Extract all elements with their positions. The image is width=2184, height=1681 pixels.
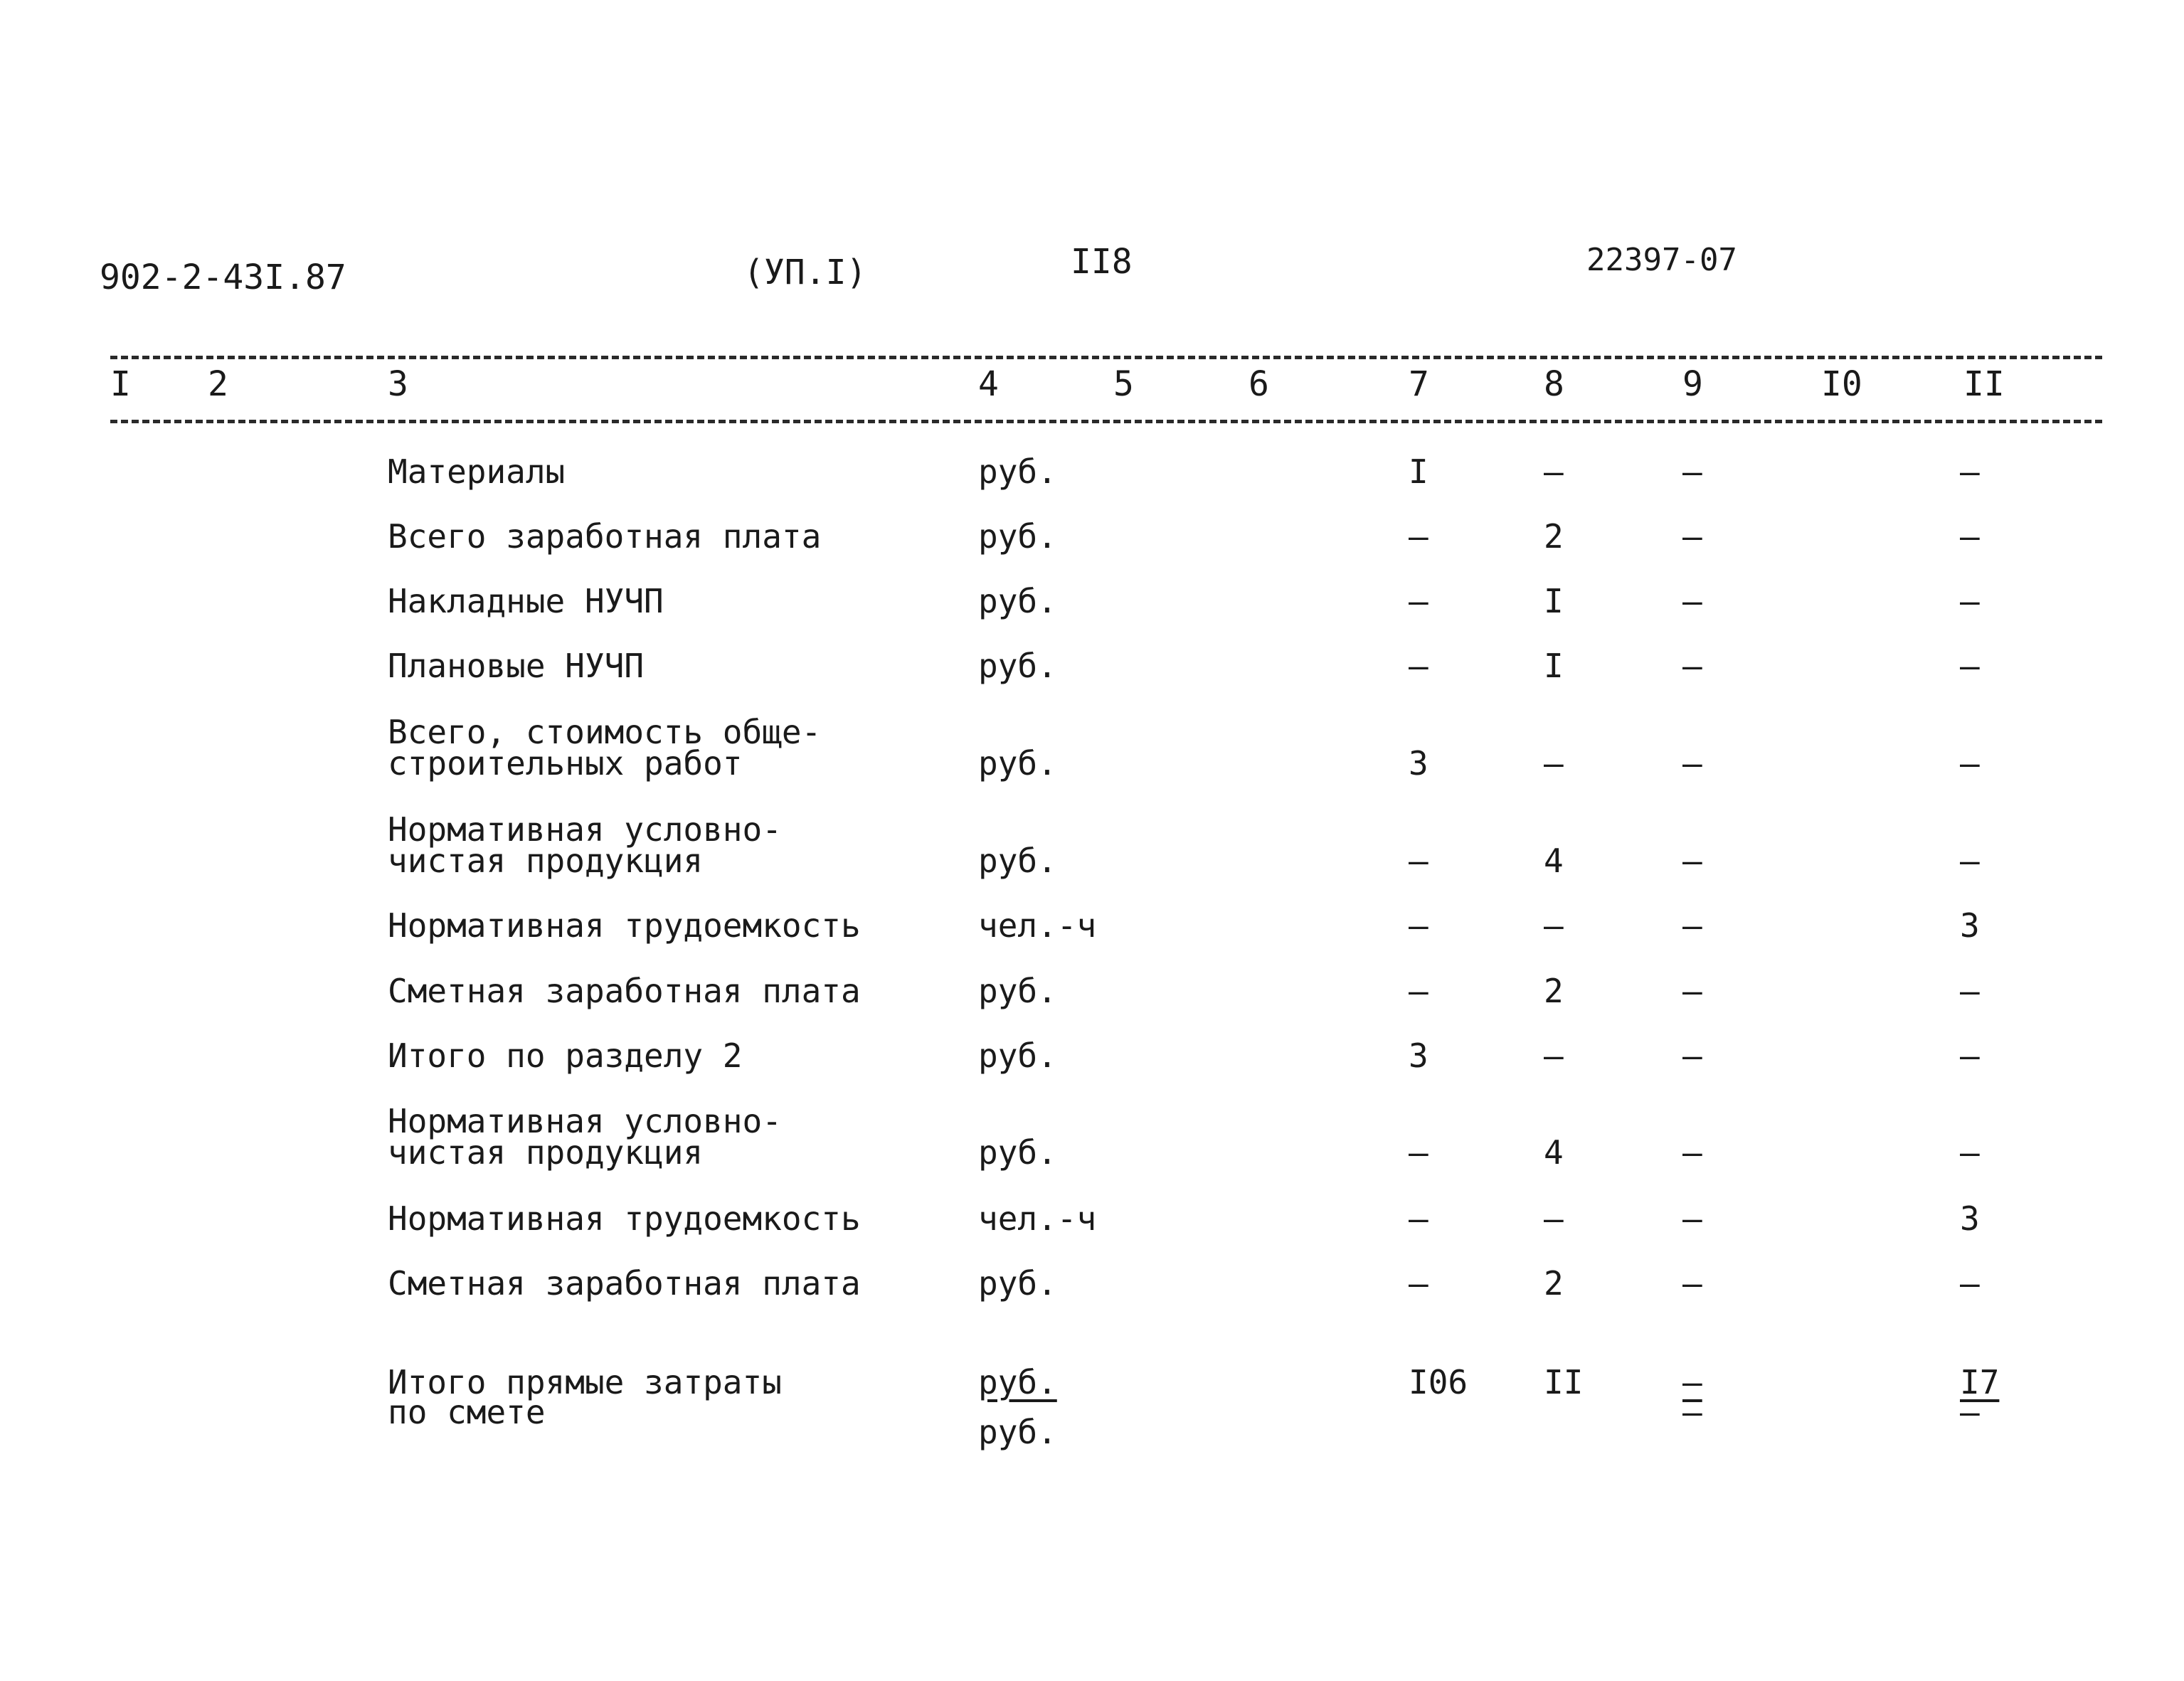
total-unit-top: руб. [978, 1363, 1057, 1401]
col7-value: 3 [1409, 744, 1428, 783]
col8-value: – [1544, 1199, 1564, 1238]
col9-value: – [1682, 1133, 1702, 1172]
row-unit: руб. [978, 1264, 1057, 1303]
col7-value: – [1409, 972, 1428, 1010]
total-unit-bottom: руб. [978, 1413, 1057, 1451]
row-name: Нормативная условно- [388, 810, 782, 849]
column-number: 8 [1544, 364, 1564, 404]
row-name: Нормативная трудоемкость [388, 1199, 861, 1238]
col9-value: – [1682, 647, 1702, 685]
row-unit: чел.-ч [978, 906, 1097, 945]
col9-value: – [1682, 1264, 1702, 1303]
col7-value: – [1409, 1264, 1428, 1303]
col8-value: I [1544, 647, 1564, 685]
col9-value: – [1682, 842, 1702, 880]
col8-value: I [1544, 582, 1564, 620]
col11-value: 3 [1960, 906, 1980, 945]
row-name: Сметная заработная плата [388, 972, 861, 1010]
column-number: 9 [1682, 364, 1703, 404]
col11-value: – [1960, 452, 1980, 491]
row-unit: руб. [978, 452, 1057, 491]
col7-value: – [1409, 842, 1428, 880]
total-col7-value: I06 [1409, 1363, 1468, 1401]
document-code: 902-2-43I.87 [100, 258, 346, 297]
row-unit: руб. [978, 582, 1057, 620]
column-number: 3 [388, 364, 408, 404]
col9-value: – [1682, 1036, 1702, 1075]
row-name: Итого по разделу 2 [388, 1036, 743, 1075]
column-number: 5 [1113, 364, 1134, 404]
col9-value: – [1682, 744, 1702, 783]
col7-value: – [1409, 517, 1428, 556]
col7-value: – [1409, 1133, 1428, 1172]
column-number: II [1963, 364, 2005, 404]
total-name-continuation: по смете [388, 1393, 546, 1431]
row-name: Сметная заработная плата [388, 1264, 861, 1303]
row-name-continuation: чистая продукция [388, 842, 704, 880]
header-bottom-rule [110, 420, 2102, 423]
column-number: 4 [978, 364, 999, 404]
column-number: I0 [1821, 364, 1862, 404]
row-name: Материалы [388, 452, 566, 491]
col11-value: – [1960, 972, 1980, 1010]
total-col9-bottom: – [1682, 1393, 1702, 1431]
col7-value: 3 [1409, 1036, 1428, 1075]
row-name: Накладные НУЧП [388, 582, 664, 620]
row-unit: руб. [978, 647, 1057, 685]
col9-value: – [1682, 906, 1702, 945]
col8-value: – [1544, 452, 1564, 491]
col11-value: – [1960, 647, 1980, 685]
col11-value: – [1960, 744, 1980, 783]
row-name: Нормативная условно- [388, 1102, 782, 1140]
total-col8-value: II [1544, 1363, 1584, 1401]
col8-value: 4 [1544, 842, 1564, 880]
col7-value: – [1409, 582, 1428, 620]
row-name: Нормативная трудоемкость [388, 906, 861, 945]
col8-value: 4 [1544, 1133, 1564, 1172]
column-number: 7 [1409, 364, 1429, 404]
row-unit: руб. [978, 842, 1057, 880]
row-unit: руб. [978, 517, 1057, 556]
col11-value: – [1960, 1264, 1980, 1303]
row-unit: руб. [978, 972, 1057, 1010]
column-number: 6 [1249, 364, 1269, 404]
row-name: Всего, стоимость обще- [388, 713, 822, 751]
row-unit: руб. [978, 744, 1057, 783]
registration-number: 22397-07 [1586, 242, 1737, 278]
col8-value: – [1544, 744, 1564, 783]
col8-value: – [1544, 1036, 1564, 1075]
col11-value: – [1960, 1133, 1980, 1172]
col9-value: – [1682, 1199, 1702, 1238]
row-name: Плановые НУЧП [388, 647, 645, 685]
col8-value: – [1544, 906, 1564, 945]
col7-value: – [1409, 906, 1428, 945]
header-top-rule [110, 356, 2102, 359]
col11-value: – [1960, 582, 1980, 620]
col7-value: I [1409, 452, 1428, 491]
col8-value: 2 [1544, 972, 1564, 1010]
total-name: Итого прямые затраты [388, 1363, 782, 1401]
row-name-continuation: строительных работ [388, 744, 743, 783]
row-unit: руб. [978, 1133, 1057, 1172]
column-number: 2 [208, 364, 228, 404]
col9-value: – [1682, 972, 1702, 1010]
col8-value: 2 [1544, 517, 1564, 556]
col9-value: – [1682, 517, 1702, 556]
page-number: II8 [1071, 242, 1133, 282]
total-col9-top: – [1682, 1363, 1702, 1401]
section-label: (УП.I) [743, 253, 867, 292]
col9-value: – [1682, 582, 1702, 620]
col7-value: – [1409, 647, 1428, 685]
row-unit: чел.-ч [978, 1199, 1097, 1238]
col9-value: – [1682, 452, 1702, 491]
row-name-continuation: чистая продукция [388, 1133, 704, 1172]
total-col11-top: I7 [1960, 1363, 2000, 1401]
col11-value: 3 [1960, 1199, 1980, 1238]
total-col11-bottom: – [1960, 1393, 1980, 1431]
column-number: I [110, 364, 131, 404]
col11-value: – [1960, 1036, 1980, 1075]
row-unit: руб. [978, 1036, 1057, 1075]
col8-value: 2 [1544, 1264, 1564, 1303]
col11-value: – [1960, 842, 1980, 880]
col11-value: – [1960, 517, 1980, 556]
col7-value: – [1409, 1199, 1428, 1238]
row-name: Всего заработная плата [388, 517, 822, 556]
